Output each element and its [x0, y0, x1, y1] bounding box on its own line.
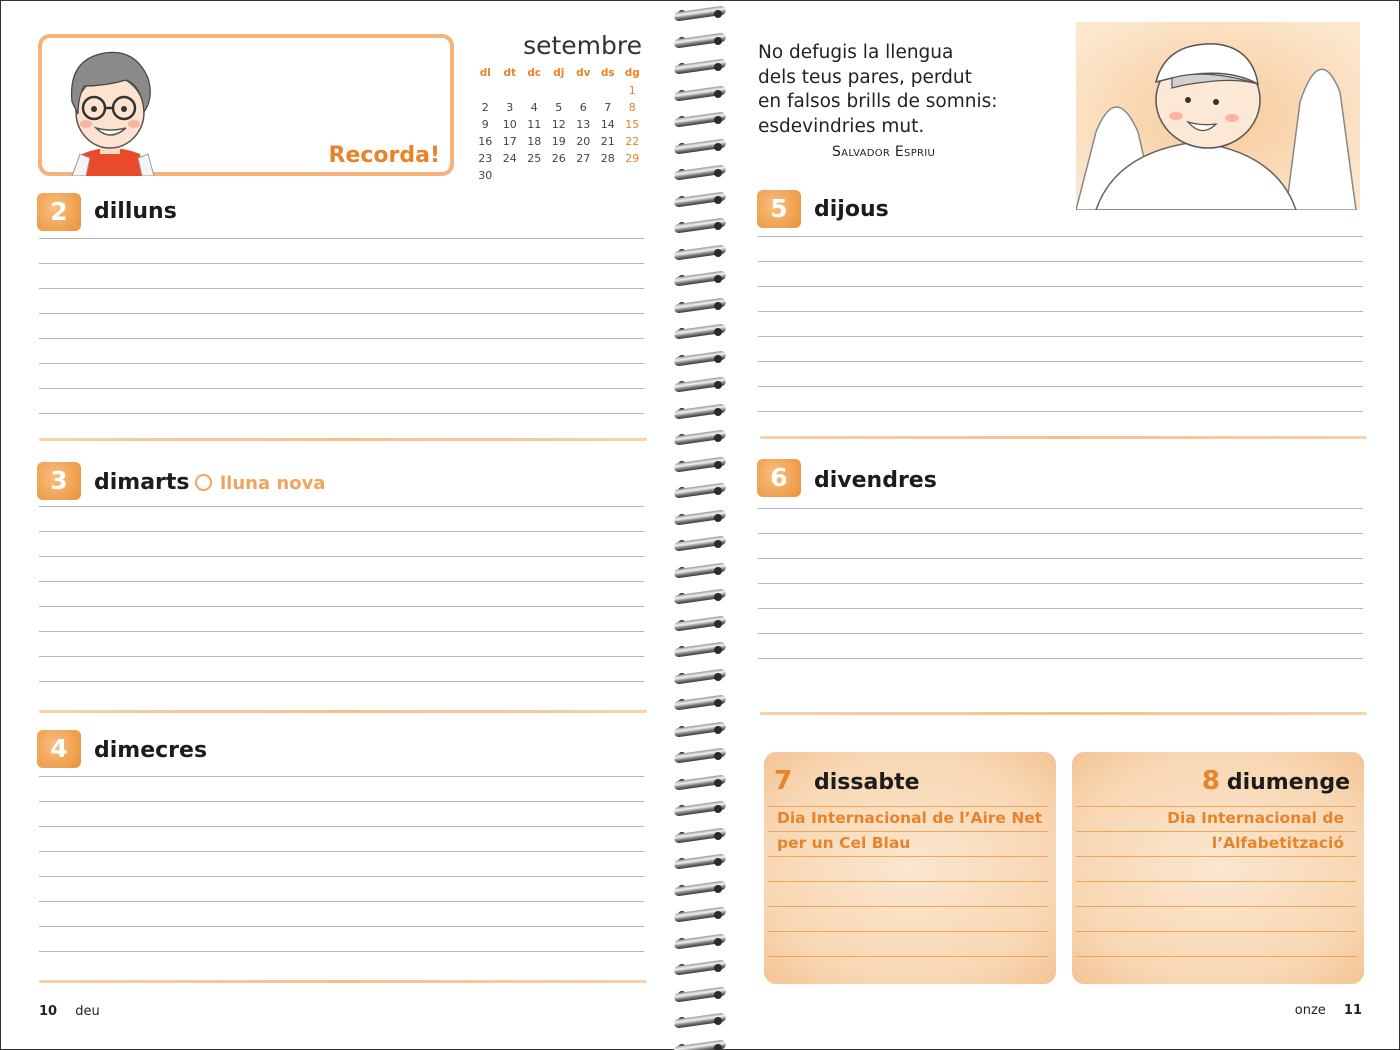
page-folio-left — [39, 1004, 100, 1019]
saturday-box[interactable] — [764, 752, 1056, 984]
spiral-coil — [674, 351, 726, 366]
day-number-tag: 5 — [757, 190, 801, 228]
spiral-coil — [674, 642, 726, 657]
day-number-tag: 3 — [37, 462, 81, 500]
day-name: dijous — [814, 197, 889, 222]
calendar-day — [547, 82, 572, 99]
calendar-week — [473, 99, 645, 116]
recorda-label: Recorda! — [328, 143, 440, 168]
spiral-coil — [674, 245, 726, 260]
day-separator — [39, 438, 647, 441]
weekday-label: dc — [527, 67, 542, 79]
moon-phase-label: lluna nova — [220, 473, 326, 494]
day-name: dimecres — [94, 738, 208, 763]
spiral-coil — [674, 669, 726, 684]
calendar-day: 26 — [551, 152, 566, 165]
calendar-day: 30 — [478, 169, 493, 182]
calendar-week — [473, 82, 645, 99]
spiral-coil — [674, 828, 726, 843]
observance-line: l’Alfabetització — [1211, 834, 1344, 852]
calendar-day: 12 — [551, 118, 566, 131]
spiral-coil — [674, 801, 726, 816]
spiral-coil — [674, 404, 726, 419]
quote-line: dels teus pares, perdut — [758, 66, 972, 88]
spiral-coil — [674, 695, 726, 710]
boy-with-cap-illustration — [1076, 22, 1360, 210]
spiral-coil — [674, 854, 726, 869]
calendar-day: 16 — [478, 135, 493, 148]
sunday-box[interactable] — [1072, 752, 1364, 984]
page-folio-right — [1295, 1003, 1362, 1018]
spiral-coil — [674, 510, 726, 525]
weekday-label: dg — [624, 67, 640, 79]
spiral-coil — [674, 324, 726, 339]
writing-lines[interactable] — [39, 238, 644, 418]
writing-lines[interactable] — [758, 508, 1363, 688]
calendar-day: 13 — [576, 118, 591, 131]
spiral-coil — [674, 536, 726, 551]
quote-line: esdevindries mut. — [758, 115, 925, 137]
page-number-word: onze — [1294, 1003, 1326, 1018]
quote-line: No defugis la llengua — [758, 42, 954, 63]
spiral-coil — [674, 1040, 726, 1050]
calendar-day — [571, 82, 596, 99]
weekday-label: dv — [576, 67, 591, 79]
calendar-day — [473, 82, 498, 99]
calendar-day — [498, 167, 523, 184]
quote-line: en falsos brills de somnis: — [758, 91, 998, 112]
spiral-coil — [674, 6, 726, 21]
recorda-box[interactable] — [38, 34, 454, 176]
spiral-coil — [674, 298, 726, 313]
spiral-coil — [674, 165, 726, 180]
observance-line: per un Cel Blau — [777, 834, 911, 852]
calendar-week — [473, 133, 645, 150]
calendar-week — [473, 150, 645, 167]
quote-author: Salvador Espriu — [832, 144, 936, 160]
calendar-day: 7 — [604, 101, 612, 114]
observance-line: Dia Internacional de — [1167, 809, 1344, 827]
day-number: 7 — [774, 766, 793, 796]
mini-calendar — [473, 65, 645, 184]
day-name: dimarts — [94, 470, 190, 495]
calendar-day: 28 — [600, 152, 615, 165]
day-number: 8 — [1201, 766, 1220, 796]
spiral-coil — [674, 377, 726, 392]
spiral-binding — [668, 0, 732, 1050]
day-number-tag: 2 — [37, 193, 81, 231]
calendar-day: 25 — [527, 152, 542, 165]
spiral-coil — [674, 457, 726, 472]
spiral-coil — [674, 430, 726, 445]
calendar-day: 2 — [481, 101, 489, 114]
observance-line: Dia Internacional de l’Aire Net — [777, 809, 1043, 827]
calendar-day: 17 — [502, 135, 517, 148]
calendar-day: 5 — [555, 101, 563, 114]
calendar-day-sunday: 8 — [628, 101, 636, 114]
day-name: dissabte — [814, 770, 920, 795]
spiral-coil — [674, 139, 726, 154]
calendar-day — [596, 167, 621, 184]
weekday-label: dj — [553, 67, 565, 79]
calendar-week — [473, 116, 645, 133]
calendar-day: 18 — [527, 135, 542, 148]
page-number: 11 — [1343, 1003, 1362, 1018]
spiral-coil — [674, 86, 726, 101]
calendar-day: 20 — [576, 135, 591, 148]
quote — [758, 41, 997, 139]
day-name: diumenge — [1226, 770, 1350, 795]
calendar-day — [498, 82, 523, 99]
calendar-month: setembre — [523, 31, 642, 60]
day-separator — [39, 710, 647, 713]
calendar-day — [571, 167, 596, 184]
spiral-coil — [674, 907, 726, 922]
day-separator — [39, 980, 647, 983]
spiral-coil — [674, 722, 726, 737]
spiral-coil — [674, 271, 726, 286]
calendar-day: 19 — [551, 135, 566, 148]
page-number: 10 — [39, 1004, 58, 1019]
spiral-coil — [674, 59, 726, 74]
weekday-label: ds — [600, 67, 615, 79]
day-number-tag: 6 — [757, 459, 801, 497]
page-number-word: deu — [75, 1004, 100, 1019]
calendar-day: 27 — [576, 152, 591, 165]
spiral-coil — [674, 960, 726, 975]
spiral-coil — [674, 33, 726, 48]
calendar-day — [596, 82, 621, 99]
day-separator — [760, 712, 1367, 715]
spiral-coil — [674, 748, 726, 763]
calendar-day: 9 — [481, 118, 489, 131]
spiral-coil — [674, 483, 726, 498]
spiral-coil — [674, 589, 726, 604]
calendar-day: 21 — [600, 135, 615, 148]
day-name: divendres — [814, 468, 937, 493]
day-number-tag: 4 — [37, 730, 81, 768]
calendar-day: 3 — [506, 101, 514, 114]
day-name: dilluns — [94, 199, 177, 224]
spiral-coil — [674, 934, 726, 949]
spiral-coil — [674, 112, 726, 127]
spiral-coil — [674, 616, 726, 631]
spiral-coil — [674, 775, 726, 790]
calendar-day: 10 — [502, 118, 517, 131]
new-moon-icon — [195, 474, 212, 491]
calendar-day — [522, 167, 547, 184]
spiral-coil — [674, 218, 726, 233]
calendar-day-sunday: 15 — [625, 118, 640, 131]
moon-phase-note — [195, 473, 325, 494]
weekday-label: dl — [479, 67, 491, 79]
spiral-coil — [674, 563, 726, 578]
calendar-day: 23 — [478, 152, 493, 165]
day-separator — [760, 436, 1367, 439]
calendar-weekday-header — [473, 65, 645, 82]
writing-lines[interactable] — [39, 776, 644, 956]
spiral-coil — [674, 987, 726, 1002]
calendar-day: 6 — [579, 101, 587, 114]
spiral-coil — [674, 192, 726, 207]
calendar-week — [473, 167, 645, 184]
calendar-day-sunday: 29 — [625, 152, 640, 165]
girl-avatar-illustration — [50, 42, 170, 176]
calendar-day — [522, 82, 547, 99]
weekday-label: dt — [503, 67, 517, 79]
calendar-day-sunday — [620, 167, 645, 184]
calendar-day: 24 — [502, 152, 517, 165]
calendar-day: 11 — [527, 118, 542, 131]
calendar-day-sunday: 22 — [625, 135, 640, 148]
calendar-day-sunday: 1 — [628, 84, 636, 97]
writing-lines[interactable] — [39, 506, 644, 686]
calendar-day — [547, 167, 572, 184]
spiral-coil — [674, 1013, 726, 1028]
writing-lines[interactable] — [758, 236, 1363, 416]
calendar-day: 4 — [530, 101, 538, 114]
spiral-coil — [674, 881, 726, 896]
calendar-day: 14 — [600, 118, 615, 131]
